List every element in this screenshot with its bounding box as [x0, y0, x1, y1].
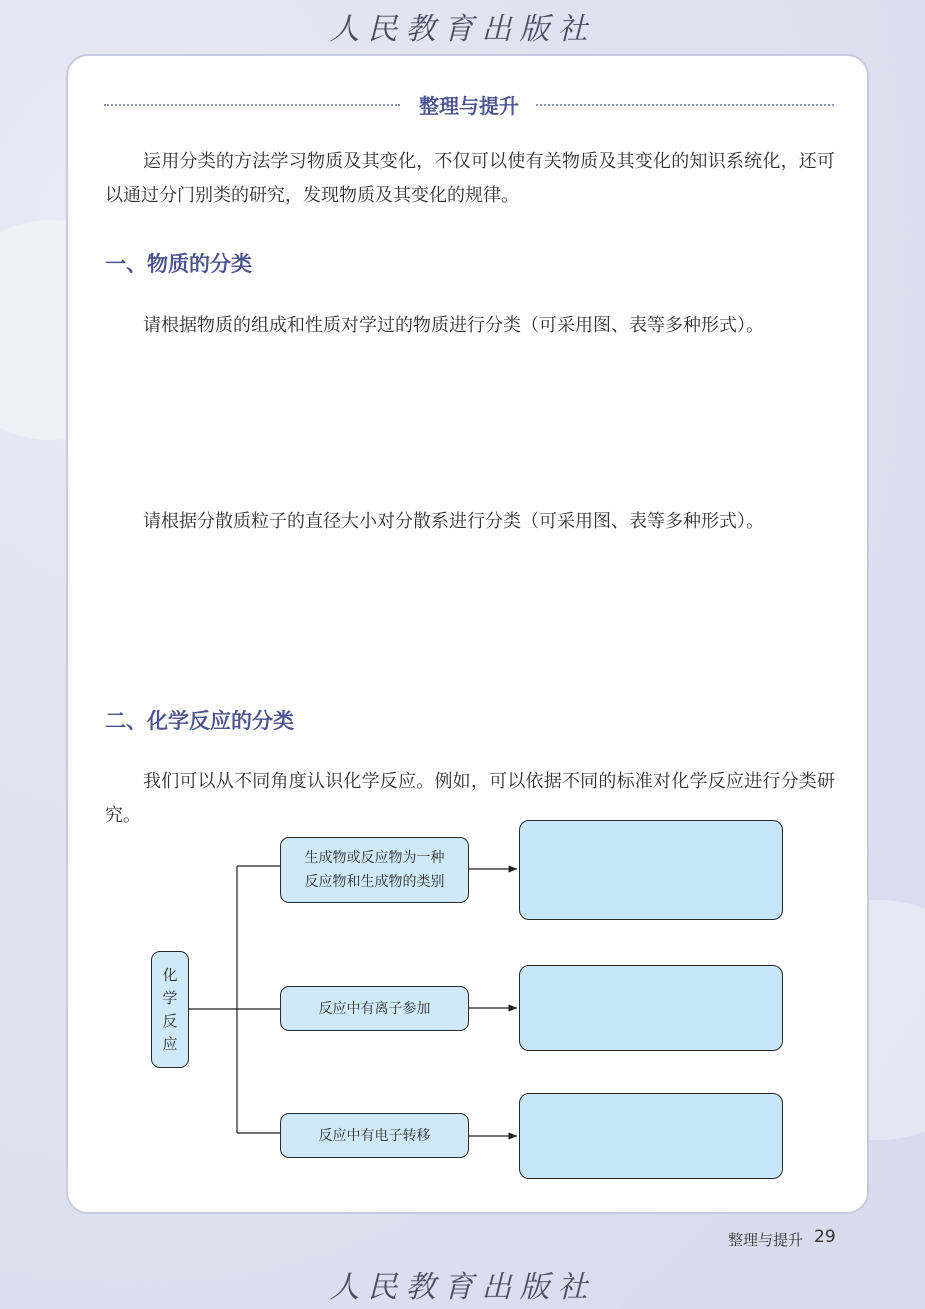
root-node-chemical-reaction	[151, 951, 189, 1068]
root-char: 反	[162, 1011, 178, 1030]
section1-prompt-1: 请根据物质的组成和性质对学过的物质进行分类（可采用图、表等多种形式）。	[143, 315, 764, 336]
root-char: 学	[162, 988, 178, 1007]
title-dotted-line-left	[104, 104, 400, 106]
title-dotted-line-right	[536, 104, 834, 106]
answer-box-2	[519, 965, 783, 1051]
answer-box-1	[519, 820, 783, 920]
criterion-node-3	[280, 1113, 469, 1158]
criterion-text: 生成物或反应物为一种	[304, 850, 445, 866]
card-title: 整理与提升	[419, 94, 519, 118]
criterion-text: 反应中有电子转移	[318, 1127, 431, 1144]
publisher-logo-bottom: 人民教育出版社	[329, 1270, 596, 1305]
criterion-text: 反应中有离子参加	[318, 1000, 431, 1017]
section1-prompt-2: 请根据分散质粒子的直径大小对分散系进行分类（可采用图、表等多种形式）。	[143, 511, 764, 532]
criterion-node-1	[280, 837, 469, 903]
root-char: 应	[162, 1034, 178, 1053]
card-title-row	[104, 88, 834, 122]
page-number: 29	[814, 1227, 836, 1247]
section-heading-1: 一、物质的分类	[105, 252, 252, 276]
criterion-node-2	[280, 986, 469, 1031]
section-heading-2: 二、化学反应的分类	[105, 709, 294, 733]
criterion-text: 反应物和生成物的类别	[304, 874, 445, 890]
answer-box-3	[519, 1093, 783, 1179]
footer-section-name: 整理与提升	[728, 1231, 804, 1249]
section2-intro: 我们可以从不同角度认识化学反应。例如，可以依据不同的标准对化学反应进行分类研究。	[105, 771, 835, 826]
publisher-logo-top: 人民教育出版社	[329, 12, 596, 47]
intro-paragraph: 运用分类的方法学习物质及其变化，不仅可以使有关物质及其变化的知识系统化，还可以通过分门别类的研究，发现物质及其变化的规律。	[105, 151, 835, 206]
root-char: 化	[162, 965, 178, 984]
